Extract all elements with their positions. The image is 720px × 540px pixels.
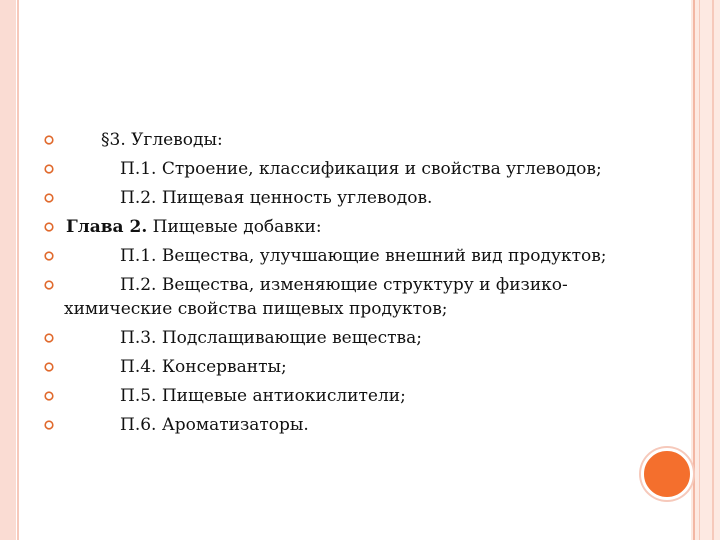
circle-outline-icon <box>44 193 54 203</box>
right-frame-line <box>712 0 714 540</box>
right-frame-band <box>691 0 720 540</box>
circle-outline-icon <box>44 164 54 174</box>
list-item <box>44 215 664 239</box>
circle-outline-icon <box>44 251 54 261</box>
list-item <box>44 326 664 350</box>
list-item <box>44 128 664 152</box>
circle-outline-icon <box>44 420 54 430</box>
list-item-text: П.1. Строение, классификация и свойства углеводов; <box>120 159 602 179</box>
list-item <box>44 157 664 181</box>
circle-outline-icon <box>44 135 54 145</box>
list-item-text: П.2. Вещества, изменяющие структуру и физико- <box>120 275 568 295</box>
list-item-text: П.4. Консерванты; <box>120 357 287 377</box>
circle-outline-icon <box>44 222 54 232</box>
list-item-text: §3. Углеводы: <box>101 130 223 150</box>
left-frame-band <box>0 0 16 540</box>
list-item-text: П.1. Вещества, улучшающие внешний вид продуктов; <box>120 246 607 266</box>
list-item-text: П.2. Пищевая ценность углеводов. <box>120 188 433 208</box>
list-item-text: П.3. Подслащивающие вещества; <box>120 328 422 348</box>
list-item-continuation: химические свойства пищевых продуктов; <box>64 299 448 319</box>
left-frame-line <box>17 0 19 540</box>
list-item-text: П.6. Ароматизаторы. <box>120 415 309 435</box>
right-frame-line <box>699 0 700 540</box>
list-item <box>44 244 664 268</box>
slide-bullet-list <box>44 128 664 442</box>
list-item <box>44 186 664 210</box>
circle-outline-icon <box>44 333 54 343</box>
list-item <box>44 273 664 321</box>
right-frame-line <box>693 0 695 540</box>
list-item-text: П.5. Пищевые антиокислители; <box>120 386 406 406</box>
list-item <box>44 413 664 437</box>
orange-circle-decoration <box>641 448 693 500</box>
list-item <box>44 355 664 379</box>
chapter-label: Глава 2. <box>66 217 148 237</box>
circle-outline-icon <box>44 362 54 372</box>
circle-outline-icon <box>44 280 54 290</box>
list-item-text: Пищевые добавки: <box>147 217 322 237</box>
list-item <box>44 384 664 408</box>
circle-outline-icon <box>44 391 54 401</box>
